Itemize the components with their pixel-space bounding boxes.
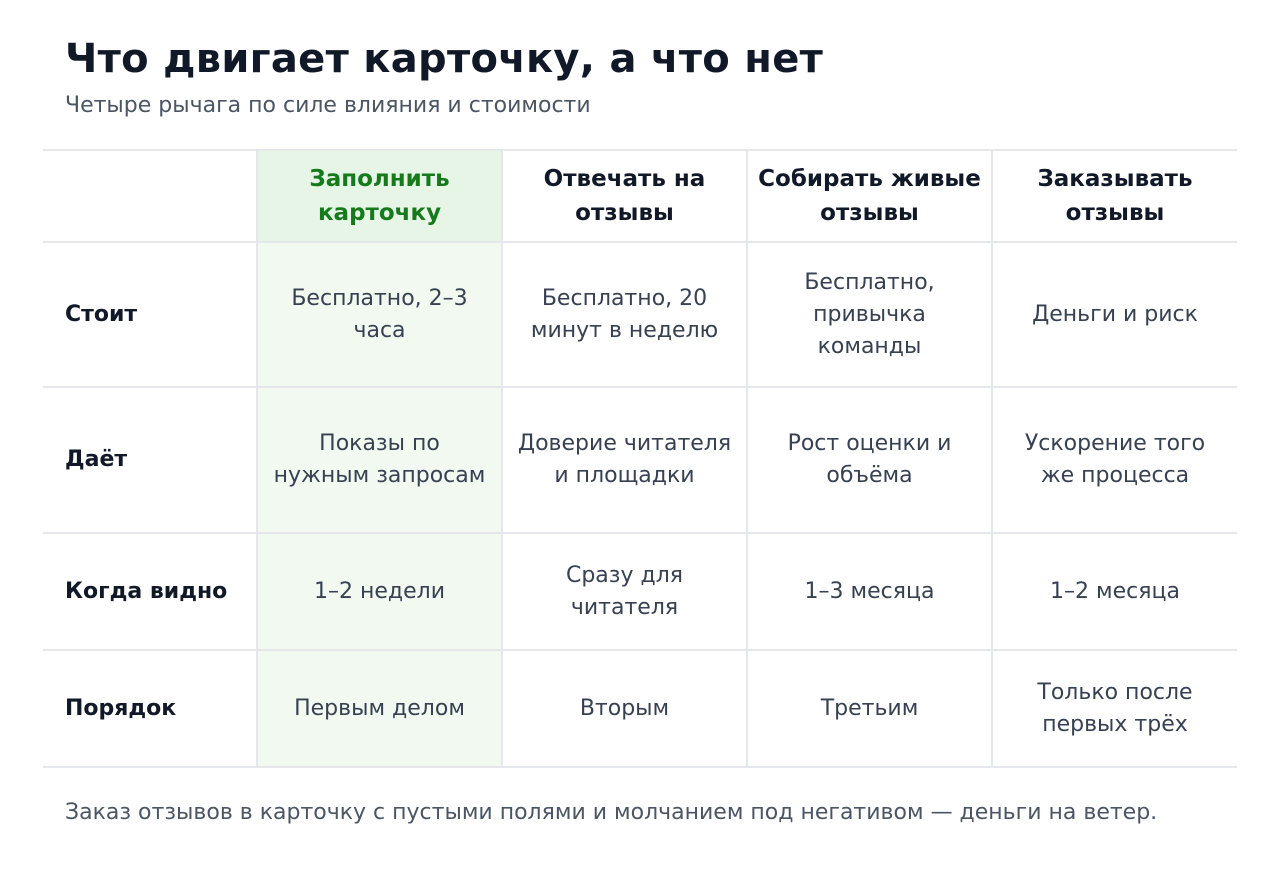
footnote: Заказ отзывов в карточку с пустыми полями и молчанием под негативом — деньги на ветер.: [65, 800, 1158, 825]
row-label-order: Порядок: [43, 651, 256, 768]
column-header-order-reviews: Заказывать отзывы: [991, 149, 1237, 243]
table-cell: Вторым: [501, 651, 746, 768]
table-cell: Доверие читателя и площадки: [501, 388, 746, 534]
table-corner-cell: [43, 149, 256, 243]
table-cell: Деньги и риск: [991, 243, 1237, 388]
table-cell: Показы по нужным запросам: [256, 388, 501, 534]
column-header-reply-reviews: Отвечать на отзывы: [501, 149, 746, 243]
table-cell: 1–2 месяца: [991, 534, 1237, 651]
table-cell: Бесплатно, 2–3 часа: [256, 243, 501, 388]
column-header-collect-reviews: Собирать живые отзывы: [746, 149, 991, 243]
table-cell: Бесплатно, привычка команды: [746, 243, 991, 388]
row-label-when-visible: Когда видно: [43, 534, 256, 651]
column-header-fill-card: Заполнить карточку: [256, 149, 501, 243]
table-cell: 1–2 недели: [256, 534, 501, 651]
table-cell: Ускорение того же процесса: [991, 388, 1237, 534]
page-title: Что двигает карточку, а что нет: [65, 36, 824, 82]
table-cell: Рост оценки и объёма: [746, 388, 991, 534]
page-subtitle: Четыре рычага по силе влияния и стоимости: [65, 93, 591, 118]
table-cell: Бесплатно, 20 минут в неделю: [501, 243, 746, 388]
row-label-gives: Даёт: [43, 388, 256, 534]
table-cell: Сразу для читателя: [501, 534, 746, 651]
table-cell: Третьим: [746, 651, 991, 768]
row-label-cost: Стоит: [43, 243, 256, 388]
table-cell: Первым делом: [256, 651, 501, 768]
table-cell: 1–3 месяца: [746, 534, 991, 651]
table-cell: Только после первых трёх: [991, 651, 1237, 768]
comparison-table: [43, 149, 1237, 768]
